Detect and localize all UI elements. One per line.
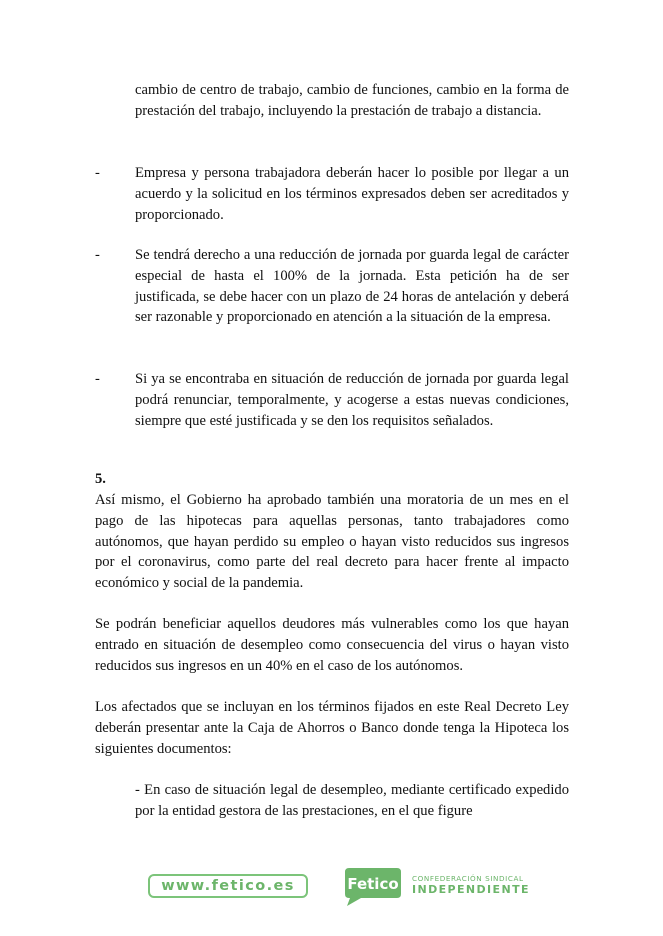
fetico-logo-icon xyxy=(341,866,403,906)
bullet-dash: - xyxy=(95,371,100,387)
section-number: 5. xyxy=(95,471,106,487)
bullet-item: Empresa y persona trabajadora deberán hacer lo posible por llegar a un acuerdo y la solicitud en los términos expresados deben ser acreditados y proporcionado. xyxy=(135,165,569,223)
bullet-dash: - xyxy=(95,247,100,263)
bullet-item: Se tendrá derecho a una reducción de jornada por guarda legal de carácter especial de hasta el 100% de la jornada. Esta petición ha de ser justificada, se debe hacer con un plazo de 24 horas de antelación y deberá ser razonable y proporcionado en atención a la situación de la empresa. xyxy=(135,247,569,326)
website-link[interactable]: www.fetico.es xyxy=(148,874,308,898)
paragraph-continuation: cambio de centro de trabajo, cambio de funciones, cambio en la forma de prestación del trabajo, incluyendo la prestación de trabajo a distancia. xyxy=(135,82,569,119)
tagline-big: INDEPENDIENTE xyxy=(412,883,530,896)
logo-word: Fetico xyxy=(347,875,399,893)
bullet-dash: - xyxy=(95,165,100,181)
bullet-item: Si ya se encontraba en situación de reducción de jornada por guarda legal podrá renunciar, temporalmente, y acogerse a estas nuevas condiciones, siempre que esté justificada y se den los requisitos señalados. xyxy=(135,371,569,429)
paragraph: Así mismo, el Gobierno ha aprobado también una moratoria de un mes en el pago de las hipotecas para aquellas personas, tanto trabajadores como autónomos, que hayan perdido su empleo o hayan visto reducidos sus ingresos por el coronavirus, como parte del real decreto para hacer frente al impacto económico y social de la pandemia. xyxy=(95,492,569,592)
paragraph: Se podrán beneficiar aquellos deudores más vulnerables como los que hayan entrado en situación de desempleo como consecuencia del virus o hayan visto reducidos sus ingresos en un 40% en el caso de los autónomos. xyxy=(95,616,569,674)
paragraph-indented: - En caso de situación legal de desempleo, mediante certificado expedido por la entidad gestora de las prestaciones, en el que figure xyxy=(135,782,569,819)
tagline-small: CONFEDERACIÓN SINDICAL xyxy=(412,874,524,883)
page-footer xyxy=(0,862,663,922)
logo-tagline xyxy=(412,874,530,896)
paragraph: Los afectados que se incluyan en los términos fijados en este Real Decreto Ley deberán presentar ante la Caja de Ahorros o Banco donde tenga la Hipoteca los siguientes documentos: xyxy=(95,699,569,757)
